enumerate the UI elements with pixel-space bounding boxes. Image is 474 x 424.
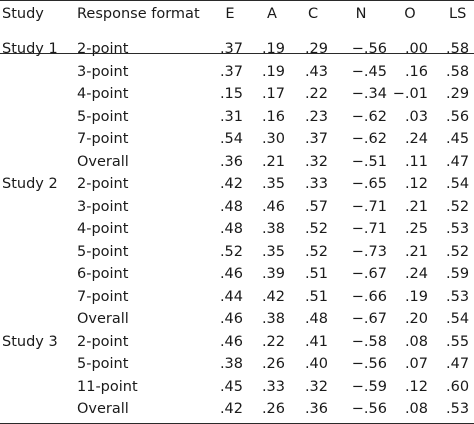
header-o: O — [404, 6, 416, 22]
value-cell-o: .20 — [404, 311, 428, 327]
format-cell: 7-point — [77, 131, 129, 147]
value-cell-e: .36 — [219, 153, 243, 170]
value-cell-c: .48 — [304, 311, 328, 327]
value-cell-a: .19 — [261, 41, 285, 57]
value-cell-o: .00 — [404, 41, 428, 57]
value-cell-n: −.71 — [351, 221, 387, 237]
header-format: Response format — [77, 6, 200, 22]
table-row — [0, 264, 474, 284]
value-cell-e: .46 — [219, 266, 243, 282]
value-cell-o: .08 — [404, 333, 428, 350]
value-cell-n: −.59 — [351, 378, 387, 395]
format-cell: 4-point — [77, 86, 129, 102]
value-cell-n: −.34 — [351, 86, 387, 102]
format-cell: Overall — [77, 401, 129, 417]
value-cell-o: .12 — [404, 378, 428, 395]
value-cell-a: .22 — [261, 333, 285, 350]
value-cell-a: .35 — [261, 176, 285, 192]
value-cell-a: .16 — [261, 108, 285, 125]
table-row — [0, 309, 474, 329]
value-cell-ls: .47 — [446, 356, 470, 372]
value-cell-n: −.71 — [351, 198, 387, 215]
header-c: C — [307, 6, 319, 22]
table-row — [0, 174, 474, 194]
table-row — [0, 219, 474, 239]
value-cell-n: −.67 — [351, 311, 387, 327]
value-cell-ls: .54 — [446, 176, 470, 192]
format-cell: 4-point — [77, 221, 129, 237]
value-cell-n: −.62 — [351, 131, 387, 147]
format-cell: 5-point — [77, 108, 129, 125]
format-cell: 5-point — [77, 243, 129, 260]
value-cell-c: .41 — [304, 333, 328, 350]
value-cell-e: .37 — [219, 63, 243, 80]
value-cell-n: −.67 — [351, 266, 387, 282]
value-cell-o: .24 — [404, 131, 428, 147]
value-cell-a: .35 — [261, 243, 285, 260]
value-cell-o: .21 — [404, 198, 428, 215]
value-cell-c: .37 — [304, 131, 328, 147]
value-cell-ls: .54 — [446, 311, 470, 327]
value-cell-o: .24 — [404, 266, 428, 282]
value-cell-o: −.01 — [392, 86, 428, 102]
value-cell-n: −.56 — [351, 401, 387, 417]
value-cell-c: .32 — [304, 378, 328, 395]
format-cell: 2-point — [77, 41, 129, 57]
value-cell-e: .31 — [219, 108, 243, 125]
value-cell-c: .51 — [304, 288, 328, 305]
value-cell-c: .36 — [304, 401, 328, 417]
value-cell-a: .39 — [261, 266, 285, 282]
value-cell-c: .29 — [304, 41, 328, 57]
table-row — [0, 332, 474, 352]
table-row — [0, 197, 474, 217]
value-cell-o: .12 — [404, 176, 428, 192]
value-cell-o: .21 — [404, 243, 428, 260]
value-cell-c: .52 — [304, 221, 328, 237]
study-cell: Study 3 — [2, 333, 58, 350]
header-n: N — [355, 6, 367, 22]
value-cell-e: .15 — [219, 86, 243, 102]
value-cell-c: .33 — [304, 176, 328, 192]
study-cell: Study 1 — [2, 41, 58, 57]
value-cell-e: .48 — [219, 221, 243, 237]
header-study: Study — [2, 6, 44, 22]
value-cell-c: .22 — [304, 86, 328, 102]
format-cell: 2-point — [77, 333, 129, 350]
value-cell-a: .21 — [261, 153, 285, 170]
value-cell-ls: .53 — [446, 221, 470, 237]
value-cell-a: .30 — [261, 131, 285, 147]
value-cell-a: .38 — [261, 221, 285, 237]
value-cell-n: −.45 — [351, 63, 387, 80]
value-cell-o: .08 — [404, 401, 428, 417]
value-cell-e: .46 — [219, 311, 243, 327]
value-cell-ls: .59 — [446, 266, 470, 282]
format-cell: 6-point — [77, 266, 129, 282]
value-cell-e: .45 — [219, 378, 243, 395]
value-cell-e: .42 — [219, 176, 243, 192]
value-cell-n: −.51 — [351, 153, 387, 170]
value-cell-n: −.56 — [351, 356, 387, 372]
value-cell-ls: .55 — [446, 333, 470, 350]
value-cell-ls: .47 — [446, 153, 470, 170]
table-row — [0, 287, 474, 307]
value-cell-a: .38 — [261, 311, 285, 327]
value-cell-o: .16 — [404, 63, 428, 80]
table-row — [0, 129, 474, 149]
value-cell-ls: .52 — [446, 198, 470, 215]
value-cell-c: .23 — [304, 108, 328, 125]
value-cell-a: .26 — [261, 401, 285, 417]
format-cell: Overall — [77, 153, 129, 170]
value-cell-c: .40 — [304, 356, 328, 372]
value-cell-a: .46 — [261, 198, 285, 215]
value-cell-a: .42 — [261, 288, 285, 305]
format-cell: 11-point — [77, 378, 138, 395]
value-cell-e: .54 — [219, 131, 243, 147]
value-cell-n: −.73 — [351, 243, 387, 260]
value-cell-o: .03 — [404, 108, 428, 125]
table-row — [0, 377, 474, 397]
value-cell-e: .46 — [219, 333, 243, 350]
format-cell: 7-point — [77, 288, 129, 305]
value-cell-ls: .29 — [446, 86, 470, 102]
value-cell-ls: .58 — [446, 41, 470, 57]
value-cell-e: .48 — [219, 198, 243, 215]
study-cell: Study 2 — [2, 176, 58, 192]
format-cell: Overall — [77, 311, 129, 327]
value-cell-ls: .53 — [446, 401, 470, 417]
value-cell-e: .52 — [219, 243, 243, 260]
value-cell-ls: .53 — [446, 288, 470, 305]
value-cell-ls: .60 — [446, 378, 470, 395]
value-cell-c: .57 — [304, 198, 328, 215]
table-row — [0, 399, 474, 419]
header-row — [0, 4, 474, 24]
table-row — [0, 84, 474, 104]
value-cell-a: .26 — [261, 356, 285, 372]
value-cell-n: −.62 — [351, 108, 387, 125]
top-rule — [0, 0, 474, 1]
table-row — [0, 39, 474, 59]
value-cell-o: .19 — [404, 288, 428, 305]
value-cell-c: .32 — [304, 153, 328, 170]
value-cell-ls: .45 — [446, 131, 470, 147]
value-cell-o: .07 — [404, 356, 428, 372]
value-cell-ls: .56 — [446, 108, 470, 125]
value-cell-n: −.66 — [351, 288, 387, 305]
value-cell-e: .42 — [219, 401, 243, 417]
value-cell-e: .44 — [219, 288, 243, 305]
value-cell-o: .11 — [404, 153, 428, 170]
table-row — [0, 152, 474, 172]
value-cell-o: .25 — [404, 221, 428, 237]
value-cell-n: −.65 — [351, 176, 387, 192]
format-cell: 2-point — [77, 176, 129, 192]
value-cell-a: .19 — [261, 63, 285, 80]
value-cell-n: −.56 — [351, 41, 387, 57]
value-cell-ls: .58 — [446, 63, 470, 80]
value-cell-a: .33 — [261, 378, 285, 395]
table-row — [0, 62, 474, 82]
value-cell-c: .52 — [304, 243, 328, 260]
format-cell: 5-point — [77, 356, 129, 372]
value-cell-e: .38 — [219, 356, 243, 372]
value-cell-a: .17 — [261, 86, 285, 102]
header-e: E — [225, 6, 235, 22]
value-cell-c: .51 — [304, 266, 328, 282]
value-cell-n: −.58 — [351, 333, 387, 350]
format-cell: 3-point — [77, 63, 129, 80]
table-row — [0, 242, 474, 262]
table-row — [0, 107, 474, 127]
header-ls: LS — [449, 6, 467, 22]
value-cell-ls: .52 — [446, 243, 470, 260]
format-cell: 3-point — [77, 198, 129, 215]
header-a: A — [267, 6, 277, 22]
value-cell-e: .37 — [219, 41, 243, 57]
table-row — [0, 354, 474, 374]
value-cell-c: .43 — [304, 63, 328, 80]
